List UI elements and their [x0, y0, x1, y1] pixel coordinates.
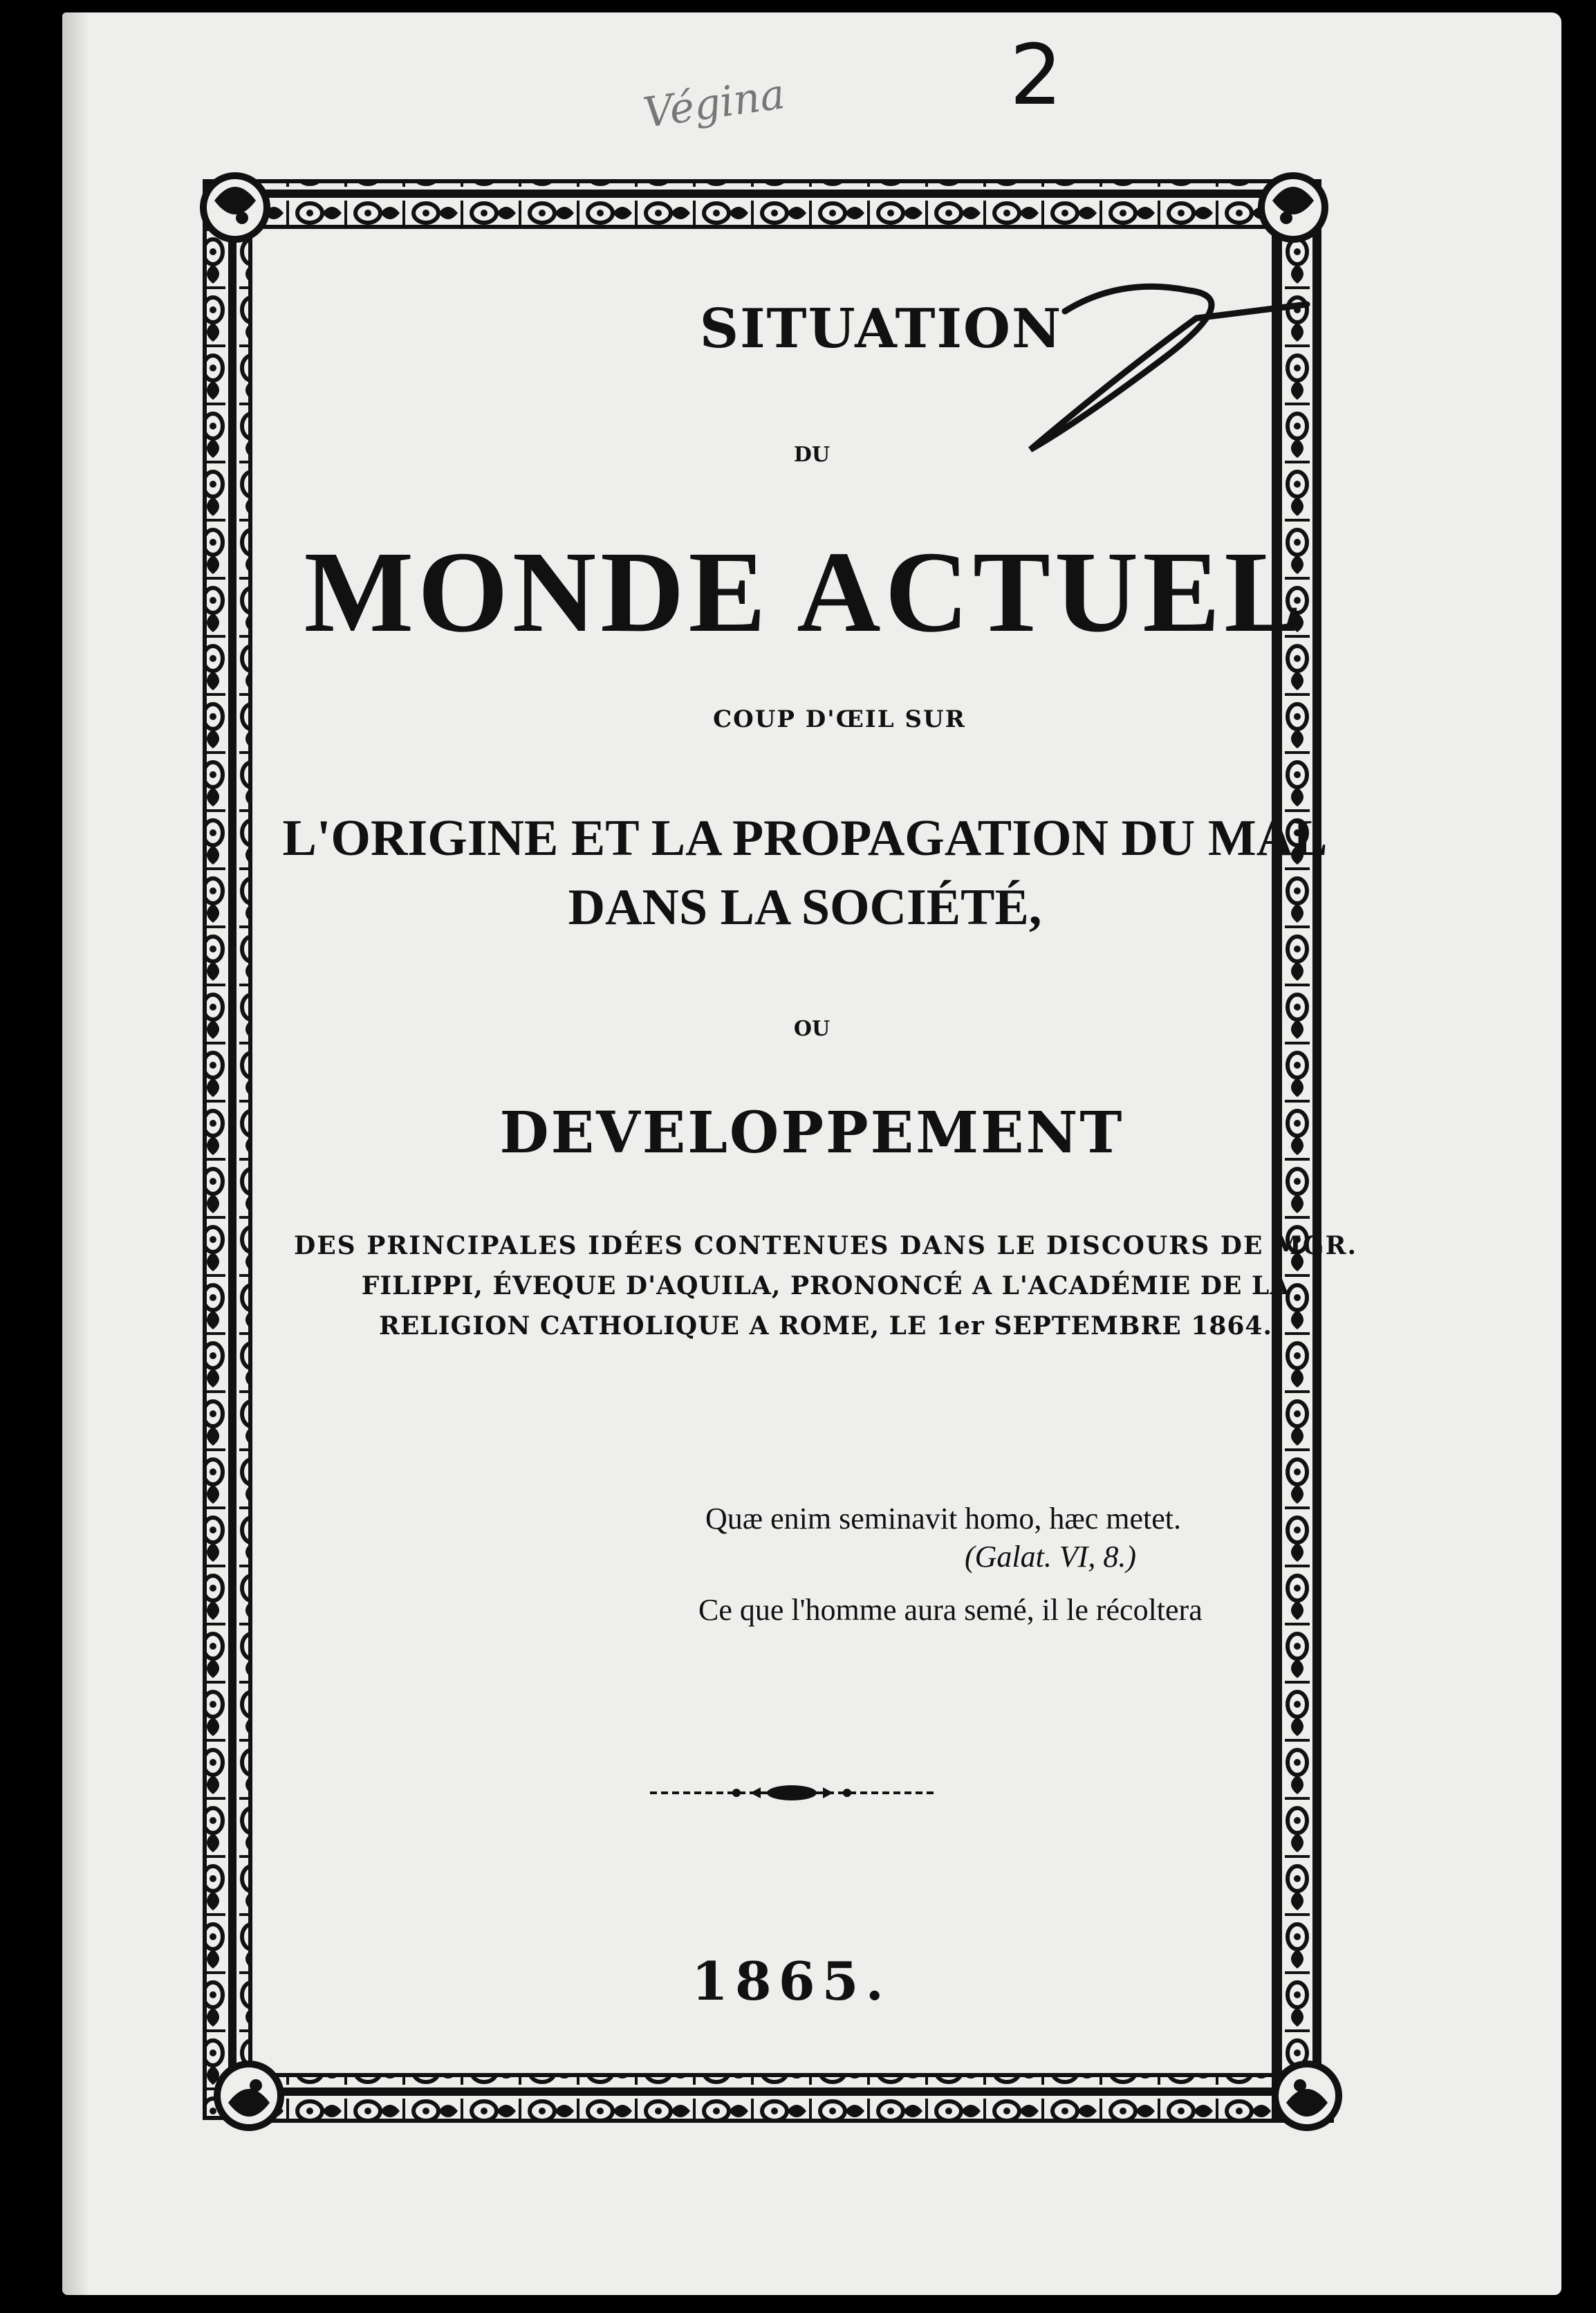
corner-bottom-left [217, 2064, 281, 2128]
decorative-rule [650, 1785, 934, 1800]
subtitle-developpement: DEVELOPPEMENT [499, 1100, 1124, 1166]
subtitle-coup: COUP D'ŒIL SUR [713, 706, 966, 733]
epigraph-french: Ce que l'homme aura semé, il le récoltera [698, 1593, 1203, 1627]
title-du: DU [793, 443, 831, 467]
title-situation: SITUATION [699, 297, 1063, 360]
corner-bottom-right [1275, 2064, 1339, 2128]
epigraph-latin: Quæ enim seminavit homo, hæc metet. [705, 1502, 1182, 1536]
border-bottom [228, 2075, 1332, 2121]
title-main: MONDE ACTUEL [304, 528, 1306, 656]
corner-top-left [203, 176, 267, 239]
description-line-1: DES PRINCIPALES IDÉES CONTENUES DANS LE DISCOURS DE MGR. [294, 1231, 1357, 1260]
border-top [205, 181, 1310, 227]
corner-top-right [1261, 176, 1325, 239]
description-line-3: RELIGION CATHOLIQUE A ROME, LE 1er SEPTEMBRE 1864. [378, 1311, 1273, 1340]
handwritten-page-number: 2 [1010, 28, 1063, 124]
subtitle-ou: OU [793, 1017, 831, 1041]
description-line-2: FILIPPI, ÉVEQUE D'AQUILA, PRONONCÉ A L'ACADÉMIE DE LA [361, 1271, 1290, 1300]
publication-year: 1865. [692, 1951, 891, 2012]
handwritten-signature: Végina [640, 70, 788, 138]
subtitle-origine: L'ORIGINE ET LA PROPAGATION DU MAL [282, 810, 1328, 867]
epigraph-reference: (Galat. VI, 8.) [965, 1540, 1137, 1574]
subtitle-dans: DANS LA SOCIÉTÉ, [568, 879, 1042, 936]
